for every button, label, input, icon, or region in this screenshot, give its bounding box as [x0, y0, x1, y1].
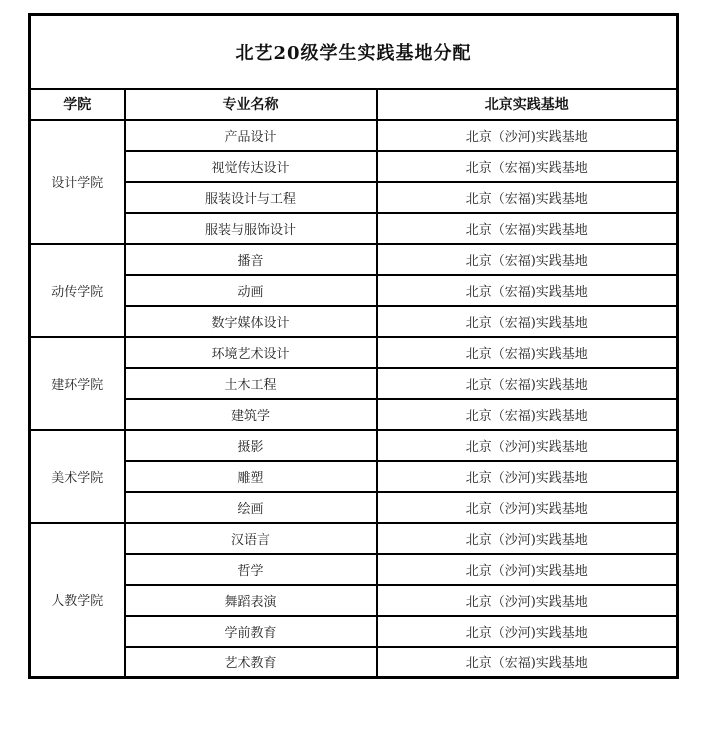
- base-cell: 北京（宏福)实践基地: [377, 244, 678, 275]
- table-row: [30, 337, 678, 368]
- major-cell: 摄影: [125, 430, 377, 461]
- major-cell: 数字媒体设计: [125, 306, 377, 337]
- table-row: [30, 244, 678, 275]
- table-row: [30, 616, 678, 647]
- column-header-row: [30, 89, 678, 120]
- major-cell: 雕塑: [125, 461, 377, 492]
- base-cell: 北京（宏福)实践基地: [377, 337, 678, 368]
- college-cell: 美术学院: [30, 430, 125, 523]
- table-title: 北艺20级学生实践基地分配: [30, 15, 678, 89]
- base-cell: 北京（沙河)实践基地: [377, 554, 678, 585]
- college-cell: 动传学院: [30, 244, 125, 337]
- table-row: [30, 368, 678, 399]
- table-row: [30, 151, 678, 182]
- table-row: [30, 430, 678, 461]
- college-cell: 人教学院: [30, 523, 125, 678]
- table-row: [30, 585, 678, 616]
- column-header-major: 专业名称: [125, 89, 377, 120]
- major-cell: 舞蹈表演: [125, 585, 377, 616]
- base-cell: 北京（沙河)实践基地: [377, 430, 678, 461]
- table-row: [30, 647, 678, 678]
- table-row: [30, 492, 678, 523]
- base-cell: 北京（沙河)实践基地: [377, 492, 678, 523]
- major-cell: 学前教育: [125, 616, 377, 647]
- major-cell: 建筑学: [125, 399, 377, 430]
- base-cell: 北京（宏福)实践基地: [377, 368, 678, 399]
- table-body: [30, 120, 678, 678]
- base-cell: 北京（沙河)实践基地: [377, 523, 678, 554]
- column-header-base: 北京实践基地: [377, 89, 678, 120]
- table-row: [30, 306, 678, 337]
- base-cell: 北京（宏福)实践基地: [377, 399, 678, 430]
- major-cell: 土木工程: [125, 368, 377, 399]
- base-cell: 北京（宏福)实践基地: [377, 213, 678, 244]
- practice-base-allocation-table: [28, 13, 679, 679]
- table-row: [30, 213, 678, 244]
- table-row: [30, 275, 678, 306]
- table-row: [30, 554, 678, 585]
- table-row: [30, 523, 678, 554]
- major-cell: 汉语言: [125, 523, 377, 554]
- major-cell: 视觉传达设计: [125, 151, 377, 182]
- base-cell: 北京（宏福)实践基地: [377, 306, 678, 337]
- table-row: [30, 120, 678, 151]
- column-header-college: 学院: [30, 89, 125, 120]
- base-cell: 北京（宏福)实践基地: [377, 647, 678, 678]
- base-cell: 北京（宏福)实践基地: [377, 182, 678, 213]
- major-cell: 产品设计: [125, 120, 377, 151]
- base-cell: 北京（宏福)实践基地: [377, 151, 678, 182]
- major-cell: 播音: [125, 244, 377, 275]
- major-cell: 动画: [125, 275, 377, 306]
- base-cell: 北京（沙河)实践基地: [377, 120, 678, 151]
- base-cell: 北京（沙河)实践基地: [377, 616, 678, 647]
- college-cell: 设计学院: [30, 120, 125, 244]
- base-cell: 北京（沙河)实践基地: [377, 585, 678, 616]
- table-row: [30, 461, 678, 492]
- major-cell: 艺术教育: [125, 647, 377, 678]
- major-cell: 绘画: [125, 492, 377, 523]
- major-cell: 服装与服饰设计: [125, 213, 377, 244]
- base-cell: 北京（沙河)实践基地: [377, 461, 678, 492]
- major-cell: 服装设计与工程: [125, 182, 377, 213]
- table-row: [30, 182, 678, 213]
- base-cell: 北京（宏福)实践基地: [377, 275, 678, 306]
- title-row: [30, 15, 678, 89]
- college-cell: 建环学院: [30, 337, 125, 430]
- major-cell: 环境艺术设计: [125, 337, 377, 368]
- major-cell: 哲学: [125, 554, 377, 585]
- table-row: [30, 399, 678, 430]
